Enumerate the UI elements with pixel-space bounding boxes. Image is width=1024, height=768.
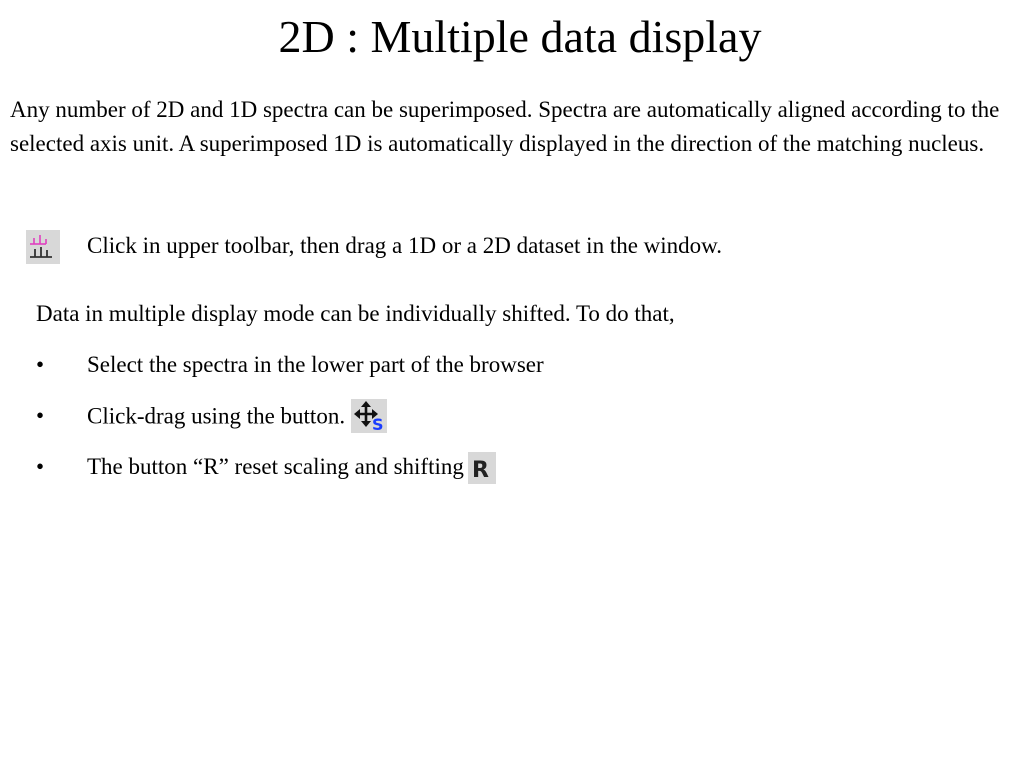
shift-section-intro: Data in multiple display mode can be individually shifted. To do that, — [36, 301, 675, 326]
bullet-line — [87, 452, 496, 485]
slide-title: 2D : Multiple data display — [278, 11, 762, 62]
move-shift-icon — [351, 399, 387, 433]
bullet-marker: • — [36, 403, 45, 428]
bullet-marker: • — [36, 454, 45, 479]
bullet-text: The button “R” reset scaling and shifting — [87, 454, 464, 479]
bullet-text: Click-drag using the button. — [87, 403, 346, 429]
bullet-marker: • — [36, 352, 45, 377]
bullet-text: Select the spectra in the lower part of the browser — [87, 352, 544, 377]
bullet-line — [87, 401, 387, 435]
svg-text:S: S — [372, 415, 384, 433]
multiple-display-icon — [26, 230, 60, 264]
reset-r-icon — [468, 452, 496, 484]
reset-r-letter: R — [471, 457, 489, 483]
toolbar-step-text: Click in upper toolbar, then drag a 1D or a 2D dataset in the window. — [87, 233, 723, 258]
intro-paragraph: Any number of 2D and 1D spectra can be superimposed. Spectra are automatically aligned according to the selected axis unit. A superimposed 1D is automatically displayed in the direction of the matching nucleus. — [10, 97, 1000, 156]
